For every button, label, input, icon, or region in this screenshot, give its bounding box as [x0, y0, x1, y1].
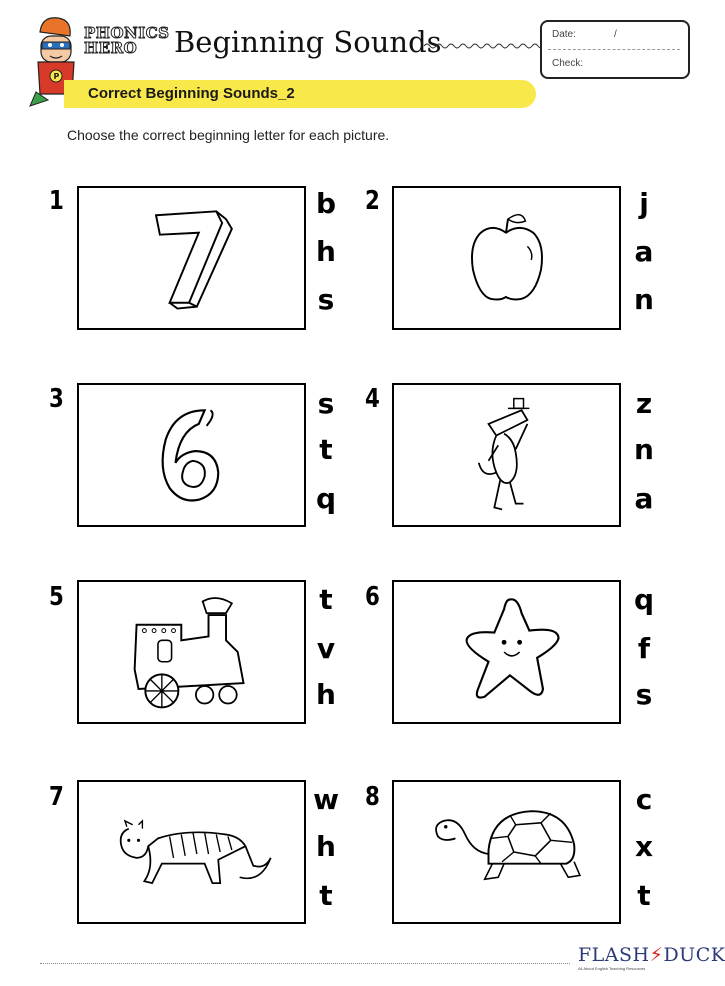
- seven-numeral-icon: [79, 188, 304, 328]
- flash-duck-logo: FLASH⚡DUCK: [578, 944, 725, 966]
- footer-tagline: All About English Teaching Resources: [578, 966, 646, 971]
- train-icon: [79, 582, 304, 722]
- letter-option[interactable]: n: [634, 283, 654, 316]
- date-label: Date:: [552, 29, 576, 40]
- letter-option[interactable]: b: [315, 187, 337, 220]
- picture-box: [77, 580, 306, 724]
- date-check-box: [540, 20, 690, 79]
- picture-box: [77, 383, 306, 527]
- letter-option[interactable]: s: [635, 678, 653, 711]
- divider: [548, 49, 680, 50]
- letter-option[interactable]: a: [634, 482, 654, 515]
- letter-option[interactable]: t: [637, 879, 651, 912]
- letter-option[interactable]: h: [316, 235, 336, 268]
- letter-option[interactable]: q: [315, 482, 337, 515]
- letter-option[interactable]: w: [313, 783, 339, 816]
- question-number: 6: [365, 582, 380, 612]
- question-number: 8: [365, 782, 380, 812]
- date-slash: /: [614, 29, 617, 40]
- letter-option[interactable]: t: [319, 879, 333, 912]
- tiger-icon: [79, 782, 304, 922]
- six-numeral-icon: [79, 385, 304, 525]
- letter-option[interactable]: n: [634, 433, 654, 466]
- star-icon: [394, 582, 619, 722]
- picture-box: [392, 186, 621, 330]
- letter-option[interactable]: t: [319, 583, 333, 616]
- question-number: 4: [365, 384, 380, 414]
- letter-option[interactable]: z: [635, 387, 653, 420]
- picture-box: [392, 780, 621, 924]
- picture-box: [392, 580, 621, 724]
- letter-option[interactable]: x: [634, 830, 654, 863]
- decorative-squiggle: [424, 38, 544, 56]
- instructions: Choose the correct beginning letter for each picture.: [67, 127, 390, 143]
- letter-option[interactable]: a: [634, 235, 654, 268]
- letter-option[interactable]: s: [317, 283, 335, 316]
- picture-box: [77, 780, 306, 924]
- question-number: 5: [49, 582, 64, 612]
- question-number: 1: [49, 186, 64, 216]
- letter-option[interactable]: h: [316, 830, 336, 863]
- brand-name: PHONICS HERO: [84, 24, 170, 57]
- alligator-icon: [394, 385, 619, 525]
- question-number: 3: [49, 384, 64, 414]
- letter-option[interactable]: j: [639, 187, 649, 220]
- letter-option[interactable]: t: [319, 433, 333, 466]
- picture-box: [392, 383, 621, 527]
- svg-text:P: P: [53, 72, 60, 81]
- footer-divider: [40, 963, 570, 964]
- check-label: Check:: [552, 58, 584, 69]
- page-title: Beginning Sounds: [174, 25, 442, 59]
- letter-option[interactable]: f: [637, 632, 651, 665]
- letter-option[interactable]: v: [316, 632, 336, 665]
- letter-option[interactable]: q: [633, 583, 655, 616]
- letter-option[interactable]: s: [317, 387, 335, 420]
- question-number: 2: [365, 186, 380, 216]
- letter-option[interactable]: h: [316, 678, 336, 711]
- letter-option[interactable]: c: [635, 783, 653, 816]
- worksheet-subtitle: Correct Beginning Sounds_2: [88, 85, 295, 102]
- question-number: 7: [49, 782, 64, 812]
- apple-icon: [394, 188, 619, 328]
- lightning-bolt-icon: ⚡: [649, 944, 664, 966]
- picture-box: [77, 186, 306, 330]
- turtle-icon: [394, 782, 619, 922]
